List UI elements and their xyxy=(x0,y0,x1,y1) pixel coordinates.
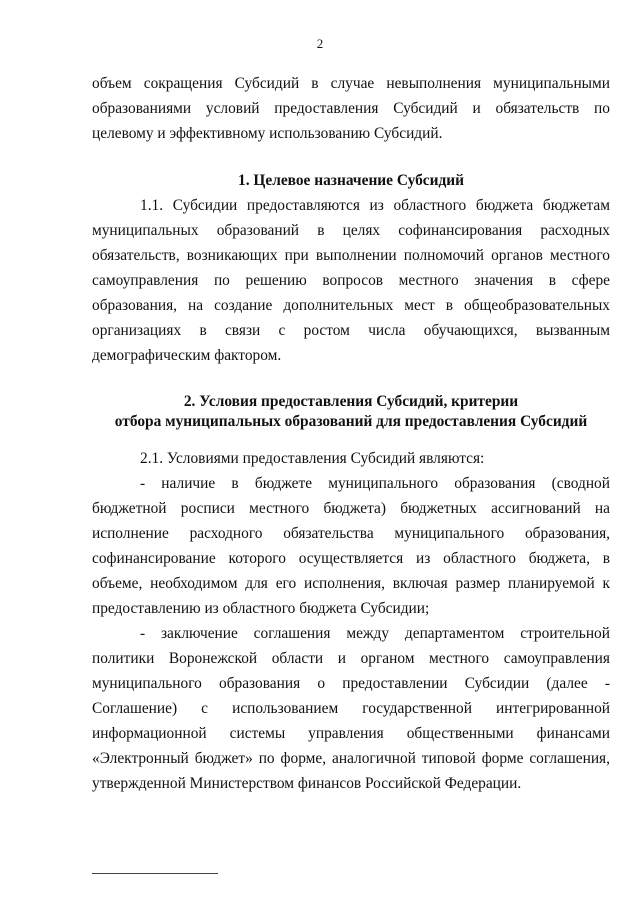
footnote-divider xyxy=(92,873,218,874)
document-body xyxy=(92,71,610,796)
section-2-heading xyxy=(92,392,610,432)
section-1-heading: 1. Целевое назначение Субсидий xyxy=(238,172,464,189)
intro-paragraph: объем сокращения Субсидий в случае невыполнения муниципальными образованиями условий предоставления Субсидий и обязательств по целевому и эффективному использованию Субсидий. xyxy=(92,75,610,142)
bullet-paragraph-2: - заключение соглашения между департаментом строительной политики Воронежской области и органом местного самоуправления муниципального образования о предоставлении Субсидии (далее - Соглашение) с использованием государственной интегрированной информационной системы управления общественными финансами «Электронный бюджет» по форме, аналогичной типовой форме соглашения, утвержденной Министерством финансов Российской Федерации. xyxy=(92,625,610,792)
section-2-heading-line-1: 2. Условия предоставления Субсидий, критерии xyxy=(183,393,519,410)
bullet-paragraph-1: - наличие в бюджете муниципального образования (сводной бюджетной росписи местного бюджета) бюджетных ассигнований на исполнение расходного обязательства муниципального образования, софинансирование которого осуществляется из областного бюджета, в объеме, необходимом для его исполнения, включая размер планируемой к предоставлению из областного бюджета Субсидии; xyxy=(92,475,610,617)
section-2-heading-line-2: отбора муниципальных образований для предоставления Субсидий xyxy=(114,413,588,430)
paragraph-2-1: 2.1. Условиями предоставления Субсидий являются: xyxy=(140,450,485,467)
page-number: 2 xyxy=(316,36,324,51)
section-1-paragraph: 1.1. Субсидии предоставляются из областного бюджета бюджетам муниципальных образований в целях софинансирования расходных обязательств, возникающих при выполнении полномочий органов местного самоуправления по решению вопросов местного значения в сфере образования, на создание дополнительных мест в общеобразовательных организациях в связи с ростом числа обучающихся, вызванным демографическим фактором. xyxy=(92,197,610,364)
